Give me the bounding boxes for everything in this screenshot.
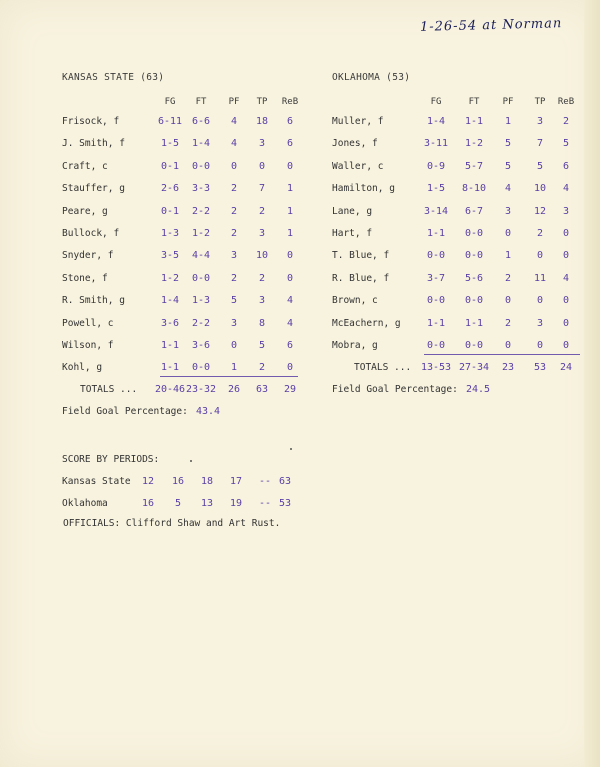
period-score: 16 <box>141 498 155 509</box>
player-stat-ft: 2-2 <box>191 317 211 329</box>
player-stat-pf: 2 <box>230 272 238 284</box>
player-name: Frisock, f <box>62 116 120 127</box>
periods-dash: -- <box>258 498 272 509</box>
player-stat-reb: 4 <box>562 183 570 195</box>
player-stat-reb: 0 <box>286 250 294 262</box>
column-header-ft: FT <box>195 97 207 107</box>
player-stat-reb: 0 <box>286 362 294 374</box>
player-stat-ft: 1-1 <box>464 317 484 329</box>
totals-label: TOTALS ... <box>80 384 138 395</box>
player-stat-tp: 0 <box>536 340 544 351</box>
officials-line: OFFICIALS: Clifford Shaw and Art Rust. <box>63 518 281 529</box>
player-name: J. Smith, f <box>62 138 125 150</box>
player-stat-fg: 3-11 <box>423 138 449 150</box>
player-stat-fg: 1-1 <box>426 317 446 329</box>
team-header: OKLAHOMA (53) <box>332 72 411 83</box>
player-stat-fg: 1-1 <box>426 228 446 239</box>
player-stat-fg: 0-1 <box>160 205 180 217</box>
player-stat-reb: 0 <box>562 228 570 239</box>
total-pf: 26 <box>227 384 241 395</box>
player-name: Peare, g <box>62 205 108 217</box>
player-stat-fg: 1-5 <box>426 183 446 195</box>
player-stat-tp: 3 <box>536 116 544 127</box>
player-stat-fg: 1-4 <box>426 116 446 127</box>
player-stat-fg: 0-0 <box>426 295 446 307</box>
period-score: 16 <box>171 476 185 487</box>
player-name: Muller, f <box>332 116 384 127</box>
player-name: Waller, c <box>332 160 384 172</box>
player-stat-reb: 6 <box>286 138 294 150</box>
player-name: Wilson, f <box>62 340 114 351</box>
player-stat-ft: 3-6 <box>191 340 211 351</box>
player-stat-tp: 2 <box>536 228 544 239</box>
player-name: Lane, g <box>332 205 373 217</box>
player-name: R. Blue, f <box>332 272 390 284</box>
column-header-reb: ReB <box>557 97 575 107</box>
player-stat-ft: 0-0 <box>464 228 484 239</box>
total-pf: 23 <box>501 362 515 373</box>
player-stat-pf: 5 <box>504 160 512 172</box>
player-stat-ft: 3-3 <box>191 183 211 195</box>
player-name: Powell, c <box>62 317 114 329</box>
player-stat-tp: 12 <box>533 205 547 217</box>
player-stat-ft: 2-2 <box>191 205 211 217</box>
player-stat-ft: 0-0 <box>191 272 211 284</box>
player-stat-reb: 6 <box>562 160 570 172</box>
player-stat-fg: 1-2 <box>160 272 180 284</box>
player-stat-ft: 6-6 <box>191 116 211 127</box>
period-score: 17 <box>229 476 243 487</box>
player-stat-tp: 18 <box>255 116 269 127</box>
player-stat-tp: 0 <box>536 250 544 262</box>
player-name: Stone, f <box>62 272 108 284</box>
periods-dash: -- <box>258 476 272 487</box>
periods-title: SCORE BY PERIODS: <box>62 454 160 465</box>
player-stat-fg: 0-1 <box>160 160 180 172</box>
total-ft: 27-34 <box>458 362 490 373</box>
player-stat-ft: 6-7 <box>464 205 484 217</box>
player-stat-reb: 0 <box>562 250 570 262</box>
player-stat-fg: 0-0 <box>426 340 446 351</box>
player-stat-fg: 1-1 <box>160 362 180 374</box>
player-stat-pf: 2 <box>230 228 238 239</box>
player-stat-tp: 2 <box>258 362 266 374</box>
player-stat-reb: 4 <box>286 295 294 307</box>
player-stat-pf: 1 <box>230 362 238 374</box>
column-header-ft: FT <box>468 97 480 107</box>
player-stat-ft: 1-4 <box>191 138 211 150</box>
player-stat-reb: 6 <box>286 116 294 127</box>
player-name: Stauffer, g <box>62 183 125 195</box>
team-header: KANSAS STATE (63) <box>62 72 165 83</box>
player-stat-reb: 6 <box>286 340 294 351</box>
player-stat-reb: 0 <box>562 317 570 329</box>
player-name: Snyder, f <box>62 250 114 262</box>
player-stat-ft: 0-0 <box>464 340 484 351</box>
player-stat-ft: 5-6 <box>464 272 484 284</box>
player-name: Jones, f <box>332 138 378 150</box>
player-stat-tp: 5 <box>536 160 544 172</box>
player-stat-reb: 0 <box>562 295 570 307</box>
player-stat-ft: 4-4 <box>191 250 211 262</box>
player-stat-ft: 1-3 <box>191 295 211 307</box>
period-score: 19 <box>229 498 243 509</box>
player-stat-fg: 0-9 <box>426 160 446 172</box>
player-stat-pf: 0 <box>230 160 238 172</box>
player-stat-pf: 0 <box>504 295 512 307</box>
period-score: 5 <box>174 498 182 509</box>
player-stat-reb: 4 <box>562 272 570 284</box>
player-stat-reb: 1 <box>286 205 294 217</box>
player-stat-tp: 0 <box>536 295 544 307</box>
player-stat-fg: 1-3 <box>160 228 180 239</box>
player-stat-pf: 3 <box>504 205 512 217</box>
total-ft: 23-32 <box>185 384 217 395</box>
total-fg: 20-46 <box>154 384 186 395</box>
totals-underline <box>160 376 298 377</box>
player-stat-pf: 0 <box>504 228 512 239</box>
total-reb: 24 <box>559 362 573 373</box>
column-header-tp: TP <box>256 97 268 107</box>
player-stat-pf: 0 <box>504 340 512 351</box>
player-stat-fg: 3-7 <box>426 272 446 284</box>
player-stat-fg: 1-1 <box>160 340 180 351</box>
column-header-fg: FG <box>164 97 176 107</box>
periods-total: 53 <box>278 498 292 509</box>
player-name: T. Blue, f <box>332 250 390 262</box>
player-stat-pf: 1 <box>504 116 512 127</box>
column-header-fg: FG <box>430 97 442 107</box>
player-stat-ft: 0-0 <box>464 295 484 307</box>
player-stat-tp: 3 <box>258 295 266 307</box>
player-stat-pf: 2 <box>230 183 238 195</box>
player-stat-ft: 0-0 <box>191 362 211 374</box>
handwritten-date-note: 1-26-54 at Norman <box>419 16 563 35</box>
player-stat-pf: 5 <box>230 295 238 307</box>
fg-pct-value: 43.4 <box>196 406 221 417</box>
paper-speck <box>290 448 292 450</box>
period-score: 18 <box>200 476 214 487</box>
player-stat-reb: 3 <box>562 205 570 217</box>
player-stat-tp: 11 <box>533 272 547 284</box>
column-header-reb: ReB <box>281 97 299 107</box>
player-stat-reb: 1 <box>286 183 294 195</box>
player-stat-fg: 3-5 <box>160 250 180 262</box>
player-stat-tp: 8 <box>258 317 266 329</box>
player-stat-reb: 1 <box>286 228 294 239</box>
column-header-pf: PF <box>502 97 514 107</box>
player-name: Craft, c <box>62 160 108 172</box>
player-stat-ft: 1-1 <box>464 116 484 127</box>
player-stat-tp: 7 <box>258 183 266 195</box>
player-stat-tp: 5 <box>258 340 266 351</box>
player-name: McEachern, g <box>332 317 401 329</box>
player-stat-reb: 2 <box>562 116 570 127</box>
paper-edge <box>584 0 600 767</box>
period-score: 13 <box>200 498 214 509</box>
player-stat-reb: 4 <box>286 317 294 329</box>
player-stat-tp: 3 <box>258 138 266 150</box>
player-stat-tp: 2 <box>258 272 266 284</box>
periods-team-name: Kansas State <box>62 476 131 487</box>
player-name: Hamilton, g <box>332 183 395 195</box>
periods-total: 63 <box>278 476 292 487</box>
player-stat-pf: 4 <box>230 138 238 150</box>
fg-pct-label: Field Goal Percentage: <box>332 384 458 395</box>
player-stat-tp: 7 <box>536 138 544 150</box>
player-stat-pf: 3 <box>230 317 238 329</box>
player-stat-ft: 0-0 <box>464 250 484 262</box>
player-stat-fg: 0-0 <box>426 250 446 262</box>
player-name: Bullock, f <box>62 228 120 239</box>
player-name: R. Smith, g <box>62 295 125 307</box>
periods-team-name: Oklahoma <box>62 498 108 509</box>
player-name: Brown, c <box>332 295 378 307</box>
totals-underline <box>424 354 580 355</box>
player-stat-fg: 2-6 <box>160 183 180 195</box>
player-stat-tp: 3 <box>536 317 544 329</box>
total-reb: 29 <box>283 384 297 395</box>
total-fg: 13-53 <box>420 362 452 373</box>
player-stat-pf: 2 <box>230 205 238 217</box>
player-stat-tp: 2 <box>258 205 266 217</box>
player-stat-pf: 0 <box>230 340 238 351</box>
player-stat-pf: 4 <box>230 116 238 127</box>
paper-speck <box>190 460 192 462</box>
player-stat-pf: 3 <box>230 250 238 262</box>
totals-label: TOTALS ... <box>354 362 412 373</box>
column-header-tp: TP <box>534 97 546 107</box>
player-stat-tp: 10 <box>533 183 547 195</box>
player-stat-fg: 1-5 <box>160 138 180 150</box>
player-stat-fg: 6-11 <box>157 116 183 127</box>
player-stat-reb: 0 <box>562 340 570 351</box>
player-stat-fg: 3-14 <box>423 205 449 217</box>
player-stat-fg: 1-4 <box>160 295 180 307</box>
player-stat-pf: 2 <box>504 317 512 329</box>
player-stat-fg: 3-6 <box>160 317 180 329</box>
player-stat-ft: 5-7 <box>464 160 484 172</box>
player-stat-pf: 4 <box>504 183 512 195</box>
player-stat-pf: 1 <box>504 250 512 262</box>
player-name: Mobra, g <box>332 340 378 351</box>
fg-pct-value: 24.5 <box>466 384 491 395</box>
player-name: Hart, f <box>332 228 373 239</box>
player-stat-pf: 5 <box>504 138 512 150</box>
player-stat-ft: 0-0 <box>191 160 211 172</box>
player-stat-pf: 2 <box>504 272 512 284</box>
player-stat-tp: 10 <box>255 250 269 262</box>
column-header-pf: PF <box>228 97 240 107</box>
total-tp: 53 <box>533 362 547 373</box>
player-name: Kohl, g <box>62 362 103 374</box>
player-stat-ft: 1-2 <box>464 138 484 150</box>
period-score: 12 <box>141 476 155 487</box>
player-stat-reb: 5 <box>562 138 570 150</box>
fg-pct-label: Field Goal Percentage: <box>62 406 188 417</box>
player-stat-reb: 0 <box>286 272 294 284</box>
player-stat-tp: 3 <box>258 228 266 239</box>
player-stat-ft: 1-2 <box>191 228 211 239</box>
player-stat-ft: 8-10 <box>461 183 487 195</box>
player-stat-reb: 0 <box>286 160 294 172</box>
player-stat-tp: 0 <box>258 160 266 172</box>
total-tp: 63 <box>255 384 269 395</box>
